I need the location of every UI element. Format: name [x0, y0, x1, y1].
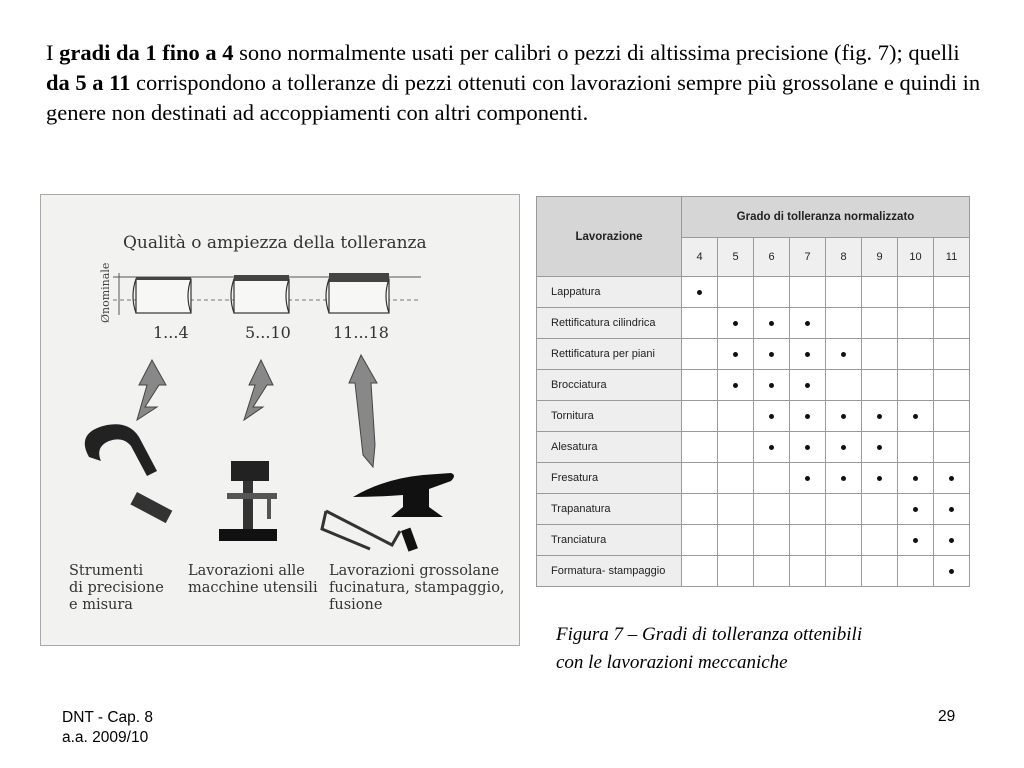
- applicable-dot-icon: [841, 352, 846, 357]
- grade-cell: [718, 556, 754, 587]
- grade-cell: [718, 339, 754, 370]
- row-label: Brocciatura: [537, 370, 682, 401]
- grade-cell: [790, 525, 826, 556]
- applicable-dot-icon: [805, 383, 810, 388]
- grade-cell: [898, 463, 934, 494]
- grade-cell: [826, 556, 862, 587]
- footer-course: [62, 708, 153, 748]
- table-header-row: [537, 197, 970, 238]
- applicable-dot-icon: [805, 352, 810, 357]
- grade-cell: [826, 432, 862, 463]
- grade-cell: [754, 525, 790, 556]
- grade-cell: [934, 463, 970, 494]
- applicable-dot-icon: [913, 414, 918, 419]
- table-row: [537, 463, 970, 494]
- footer-year-label: a.a. 2009/10: [62, 729, 149, 746]
- grade-cell: [718, 277, 754, 308]
- caption-precision-tools: Strumenti di precisione e misura: [69, 563, 164, 613]
- applicable-dot-icon: [913, 538, 918, 543]
- applicable-dot-icon: [913, 507, 918, 512]
- grade-cell: [862, 401, 898, 432]
- grade-cell: [790, 556, 826, 587]
- figure-title: Qualità o ampiezza della tolleranza: [123, 233, 427, 253]
- grade-cell: [898, 277, 934, 308]
- grade-header-11: 11: [934, 238, 970, 277]
- grade-cell: [934, 494, 970, 525]
- grade-header-7: 7: [790, 238, 826, 277]
- table-row: [537, 277, 970, 308]
- table-row: [537, 339, 970, 370]
- grade-header-6: 6: [754, 238, 790, 277]
- applicable-dot-icon: [949, 569, 954, 574]
- tolerance-quality-figure: [40, 194, 520, 646]
- grade-cell: [754, 556, 790, 587]
- grade-cell: [718, 401, 754, 432]
- row-label: Rettificatura per piani: [537, 339, 682, 370]
- grade-cell: [826, 401, 862, 432]
- intro-bold-2: da 5 a 11: [46, 70, 131, 95]
- table-body: [537, 277, 970, 587]
- grade-cell: [754, 463, 790, 494]
- grade-cell: [754, 339, 790, 370]
- grade-cell: [682, 401, 718, 432]
- grade-cell: [862, 432, 898, 463]
- caption-line-2: con le lavorazioni meccaniche: [556, 652, 788, 673]
- grade-cell: [934, 401, 970, 432]
- applicable-dot-icon: [949, 476, 954, 481]
- header-lavorazione: Lavorazione: [537, 197, 682, 277]
- page-number: 29: [938, 708, 956, 725]
- applicable-dot-icon: [841, 414, 846, 419]
- grade-cell: [754, 370, 790, 401]
- grade-cell: [862, 339, 898, 370]
- row-label: Alesatura: [537, 432, 682, 463]
- grade-cell: [754, 432, 790, 463]
- row-label: Rettificatura cilindrica: [537, 308, 682, 339]
- grade-cell: [826, 370, 862, 401]
- arrow-up-icon: [244, 360, 273, 420]
- grade-header-9: 9: [862, 238, 898, 277]
- grade-cell: [862, 525, 898, 556]
- grade-cell: [682, 339, 718, 370]
- table-row: [537, 308, 970, 339]
- grade-cell: [934, 277, 970, 308]
- row-label: Formatura- stampaggio: [537, 556, 682, 587]
- applicable-dot-icon: [805, 321, 810, 326]
- grade-cell: [934, 432, 970, 463]
- tolerance-grade-table: [536, 196, 970, 587]
- grade-cell: [862, 308, 898, 339]
- arrow-up-icon: [137, 360, 166, 420]
- grade-cell: [790, 432, 826, 463]
- applicable-dot-icon: [769, 321, 774, 326]
- shaft-fine-icon: [133, 277, 191, 313]
- caption-machine-tools: Lavorazioni alle macchine utensili: [188, 563, 318, 596]
- applicable-dot-icon: [733, 352, 738, 357]
- grade-cell: [898, 525, 934, 556]
- table-row: [537, 525, 970, 556]
- applicable-dot-icon: [769, 383, 774, 388]
- arrow-up-icon: [349, 355, 377, 467]
- grade-cell: [790, 463, 826, 494]
- grade-cell: [718, 432, 754, 463]
- grade-cell: [754, 401, 790, 432]
- grade-cell: [862, 370, 898, 401]
- applicable-dot-icon: [877, 476, 882, 481]
- grade-cell: [934, 370, 970, 401]
- caption-coarse-machining: Lavorazioni grossolane fucinatura, stampaggio, fusione: [329, 563, 505, 613]
- grade-cell: [826, 339, 862, 370]
- intro-text-3: corrispondono a tolleranze di pezzi ottenuti con lavorazioni sempre più grossolane e quindi in genere non destinati ad accoppiamenti con altri componenti.: [46, 70, 981, 125]
- grade-cell: [862, 556, 898, 587]
- grade-cell: [826, 277, 862, 308]
- grade-cell: [682, 525, 718, 556]
- intro-paragraph: [46, 38, 986, 128]
- grade-cell: [790, 308, 826, 339]
- grade-cell: [898, 339, 934, 370]
- table-row: [537, 494, 970, 525]
- shaft-coarse-icon: [326, 273, 389, 313]
- grade-cell: [898, 432, 934, 463]
- grade-cell: [682, 432, 718, 463]
- grade-cell: [790, 370, 826, 401]
- applicable-dot-icon: [733, 321, 738, 326]
- grade-cell: [718, 494, 754, 525]
- row-label: Tornitura: [537, 401, 682, 432]
- grade-cell: [682, 463, 718, 494]
- row-label: Trapanatura: [537, 494, 682, 525]
- applicable-dot-icon: [769, 414, 774, 419]
- grade-header-5: 5: [718, 238, 754, 277]
- applicable-dot-icon: [877, 414, 882, 419]
- drill-press-icon: [219, 461, 277, 541]
- grade-cell: [898, 401, 934, 432]
- grade-cell: [826, 494, 862, 525]
- grade-cell: [790, 401, 826, 432]
- applicable-dot-icon: [841, 476, 846, 481]
- applicable-dot-icon: [805, 476, 810, 481]
- intro-text-2: sono normalmente usati per calibri o pezzi di altissima precisione (fig. 7); quelli: [233, 40, 960, 65]
- grade-header-4: 4: [682, 238, 718, 277]
- applicable-dot-icon: [805, 445, 810, 450]
- applicable-dot-icon: [877, 445, 882, 450]
- table-row: [537, 556, 970, 587]
- grade-cell: [718, 308, 754, 339]
- applicable-dot-icon: [805, 414, 810, 419]
- grade-cell: [934, 308, 970, 339]
- grade-cell: [718, 463, 754, 494]
- grade-cell: [826, 463, 862, 494]
- figure-caption: [556, 621, 862, 677]
- grade-cell: [682, 308, 718, 339]
- grade-cell: [826, 525, 862, 556]
- grade-cell: [718, 525, 754, 556]
- row-label: Lappatura: [537, 277, 682, 308]
- grade-cell: [790, 339, 826, 370]
- applicable-dot-icon: [913, 476, 918, 481]
- grade-cell: [862, 463, 898, 494]
- grade-cell: [718, 370, 754, 401]
- applicable-dot-icon: [841, 445, 846, 450]
- header-grade-group: Grado di tolleranza normalizzato: [682, 197, 970, 238]
- intro-text-1: I: [46, 40, 60, 65]
- grade-cell: [682, 277, 718, 308]
- table-row: [537, 370, 970, 401]
- grade-cell: [754, 308, 790, 339]
- hacksaw-icon: [322, 511, 418, 552]
- shaft-medium-icon: [231, 275, 289, 313]
- grade-cell: [862, 277, 898, 308]
- table-row: [537, 401, 970, 432]
- grade-cell: [898, 556, 934, 587]
- grade-cell: [934, 525, 970, 556]
- grade-cell: [934, 556, 970, 587]
- table-row: [537, 432, 970, 463]
- range-label-medium: 5...10: [245, 323, 291, 342]
- grade-cell: [862, 494, 898, 525]
- grade-header-10: 10: [898, 238, 934, 277]
- applicable-dot-icon: [697, 290, 702, 295]
- grade-cell: [754, 277, 790, 308]
- grade-cell: [826, 308, 862, 339]
- grade-cell: [898, 308, 934, 339]
- diameter-axis-label: Ønominale: [99, 262, 112, 323]
- grade-cell: [790, 277, 826, 308]
- range-label-coarse: 11...18: [333, 323, 389, 342]
- grade-cell: [934, 339, 970, 370]
- micrometer-icon: [85, 424, 173, 523]
- applicable-dot-icon: [733, 383, 738, 388]
- applicable-dot-icon: [949, 507, 954, 512]
- grade-cell: [898, 370, 934, 401]
- grade-cell: [898, 494, 934, 525]
- grade-cell: [754, 494, 790, 525]
- applicable-dot-icon: [769, 352, 774, 357]
- grade-cell: [790, 494, 826, 525]
- footer-course-label: DNT - Cap. 8: [62, 709, 154, 726]
- applicable-dot-icon: [769, 445, 774, 450]
- grade-cell: [682, 556, 718, 587]
- row-label: Tranciatura: [537, 525, 682, 556]
- row-label: Fresatura: [537, 463, 682, 494]
- grade-header-8: 8: [826, 238, 862, 277]
- intro-bold-1: gradi da 1 fino a 4: [59, 40, 234, 65]
- applicable-dot-icon: [949, 538, 954, 543]
- range-label-fine: 1...4: [153, 323, 189, 342]
- caption-line-1: Figura 7 – Gradi di tolleranza ottenibili: [556, 624, 863, 645]
- anvil-icon: [353, 473, 454, 517]
- grade-cell: [682, 494, 718, 525]
- grade-cell: [682, 370, 718, 401]
